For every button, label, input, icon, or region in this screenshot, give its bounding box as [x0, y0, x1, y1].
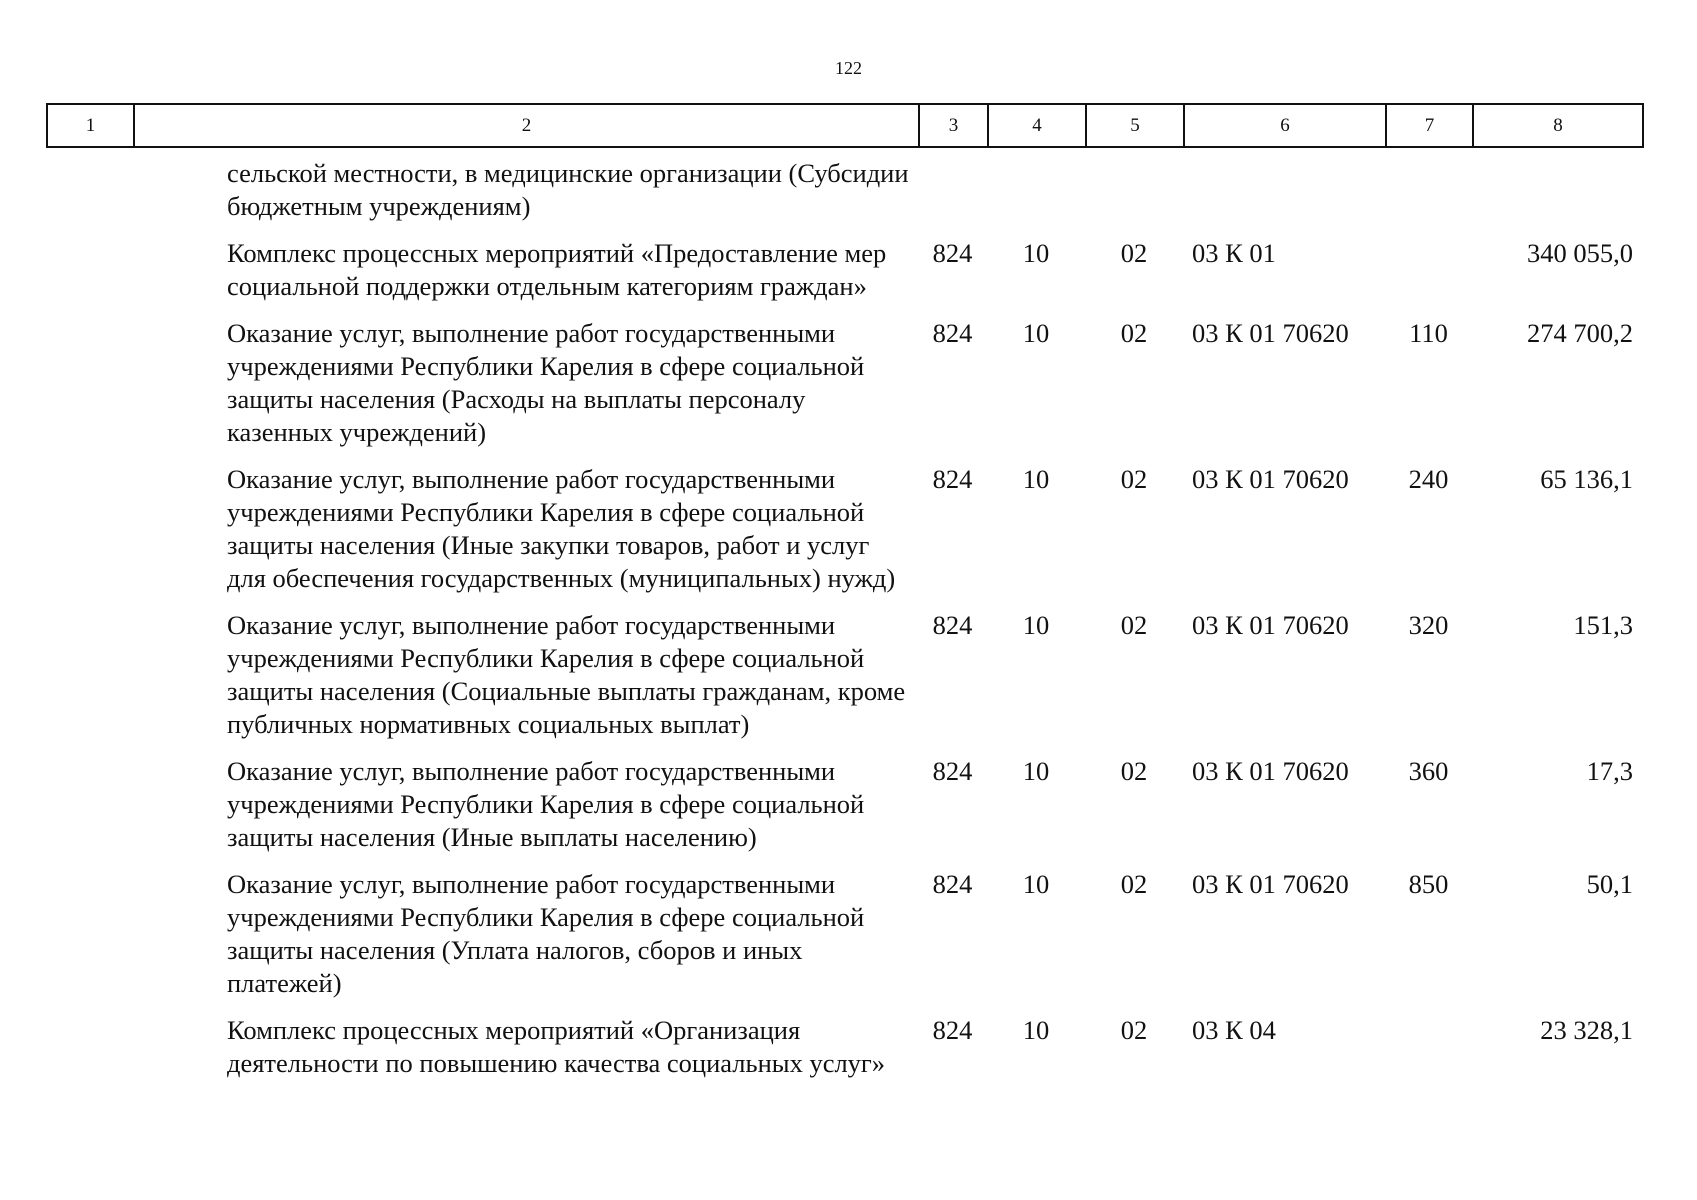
row-amount: 151,3 — [1573, 610, 1633, 640]
row-code-subsection: 02 — [1120, 464, 1148, 494]
column-header-8: 8 — [1473, 104, 1643, 147]
row-description: Комплекс процессных мероприятий «Предоставление мер социальной поддержки отдельным категориям граждан» — [227, 238, 887, 301]
row-amount: 340 055,0 — [1527, 238, 1633, 268]
table-row — [46, 868, 1642, 1014]
row-expense-type: 240 — [1408, 464, 1449, 494]
row-code-ministry: 824 — [932, 318, 973, 348]
budget-table-body — [46, 157, 1642, 1094]
row-code-subsection: 02 — [1120, 238, 1148, 268]
row-number-cell — [46, 317, 133, 463]
row-code-subsection: 02 — [1120, 756, 1148, 786]
column-header-4: 4 — [988, 104, 1086, 147]
row-description: Оказание услуг, выполнение работ государственными учреждениями Республики Карелия в сфере социальной защиты населения (Социальные выплаты гражданам, кроме публичных нормативных социальных выплат) — [227, 610, 906, 739]
row-number-cell — [46, 609, 133, 755]
column-header-5: 5 — [1086, 104, 1184, 147]
row-code-subsection: 02 — [1120, 1015, 1148, 1045]
row-code-section — [987, 157, 1085, 237]
row-description: Комплекс процессных мероприятий «Организация деятельности по повышению качества социальных услуг» — [227, 1015, 886, 1078]
row-code-section: 10 — [1022, 238, 1050, 268]
row-target-article: 03 К 01 70620 — [1192, 464, 1349, 494]
row-description: Оказание услуг, выполнение работ государственными учреждениями Республики Карелия в сфере социальной защиты населения (Иные выплаты населению) — [227, 756, 865, 852]
row-number-cell — [46, 463, 133, 609]
row-code-section: 10 — [1022, 756, 1050, 786]
row-amount: 50,1 — [1586, 869, 1633, 899]
row-code-ministry: 824 — [932, 610, 973, 640]
row-target-article: 03 К 01 — [1192, 238, 1276, 268]
column-header-6: 6 — [1184, 104, 1386, 147]
row-expense-type: 360 — [1408, 756, 1449, 786]
row-code-subsection — [1085, 157, 1183, 237]
row-code-ministry: 824 — [932, 464, 973, 494]
column-header-7: 7 — [1386, 104, 1473, 147]
row-number-cell — [46, 868, 133, 1014]
page-number: 122 — [835, 58, 862, 78]
row-description: сельской местности, в медицинские организации (Субсидии бюджетным учреждениям) — [227, 158, 909, 221]
row-code-ministry: 824 — [932, 1015, 973, 1045]
row-code-subsection: 02 — [1120, 318, 1148, 348]
row-code-section: 10 — [1022, 869, 1050, 899]
row-description: Оказание услуг, выполнение работ государственными учреждениями Республики Карелия в сфере социальной защиты населения (Расходы на выплаты персоналу казенных учреждений) — [227, 318, 865, 447]
column-header-2: 2 — [134, 104, 919, 147]
table-row — [46, 237, 1642, 317]
row-description: Оказание услуг, выполнение работ государственными учреждениями Республики Карелия в сфере социальной защиты населения (Уплата налогов, сборов и иных платежей) — [227, 869, 865, 998]
row-target-article — [1183, 157, 1385, 237]
row-expense-type — [1385, 1014, 1472, 1094]
row-expense-type — [1385, 237, 1472, 317]
row-code-section: 10 — [1022, 464, 1050, 494]
row-amount: 23 328,1 — [1540, 1015, 1633, 1045]
column-header-1: 1 — [47, 104, 134, 147]
row-expense-type: 850 — [1408, 869, 1449, 899]
table-row — [46, 317, 1642, 463]
table-row — [46, 755, 1642, 868]
row-code-ministry — [918, 157, 987, 237]
row-amount: 65 136,1 — [1540, 464, 1633, 494]
row-code-subsection: 02 — [1120, 610, 1148, 640]
table-row — [46, 463, 1642, 609]
row-amount: 274 700,2 — [1527, 318, 1633, 348]
column-header-3: 3 — [919, 104, 988, 147]
row-number-cell — [46, 237, 133, 317]
row-code-section: 10 — [1022, 1015, 1050, 1045]
row-number-cell — [46, 157, 133, 237]
row-expense-type: 320 — [1408, 610, 1449, 640]
column-number-header — [46, 103, 1644, 148]
row-code-section: 10 — [1022, 318, 1050, 348]
row-code-ministry: 824 — [932, 756, 973, 786]
table-row — [46, 157, 1642, 237]
row-expense-type: 110 — [1409, 318, 1448, 348]
row-target-article: 03 К 01 70620 — [1192, 610, 1349, 640]
row-code-section: 10 — [1022, 610, 1050, 640]
table-row — [46, 609, 1642, 755]
row-amount: 17,3 — [1586, 756, 1633, 786]
row-number-cell — [46, 755, 133, 868]
row-amount — [1472, 157, 1642, 237]
row-target-article: 03 К 04 — [1192, 1015, 1276, 1045]
table-row — [46, 1014, 1642, 1094]
row-target-article: 03 К 01 70620 — [1192, 869, 1349, 899]
row-target-article: 03 К 01 70620 — [1192, 318, 1349, 348]
row-code-subsection: 02 — [1120, 869, 1148, 899]
row-number-cell — [46, 1014, 133, 1094]
row-expense-type — [1385, 157, 1472, 237]
row-code-ministry: 824 — [932, 869, 973, 899]
row-target-article: 03 К 01 70620 — [1192, 756, 1349, 786]
row-code-ministry: 824 — [932, 238, 973, 268]
row-description: Оказание услуг, выполнение работ государственными учреждениями Республики Карелия в сфере социальной защиты населения (Иные закупки товаров, работ и услуг для обеспечения государственных (муниципальных) нужд) — [227, 464, 896, 593]
